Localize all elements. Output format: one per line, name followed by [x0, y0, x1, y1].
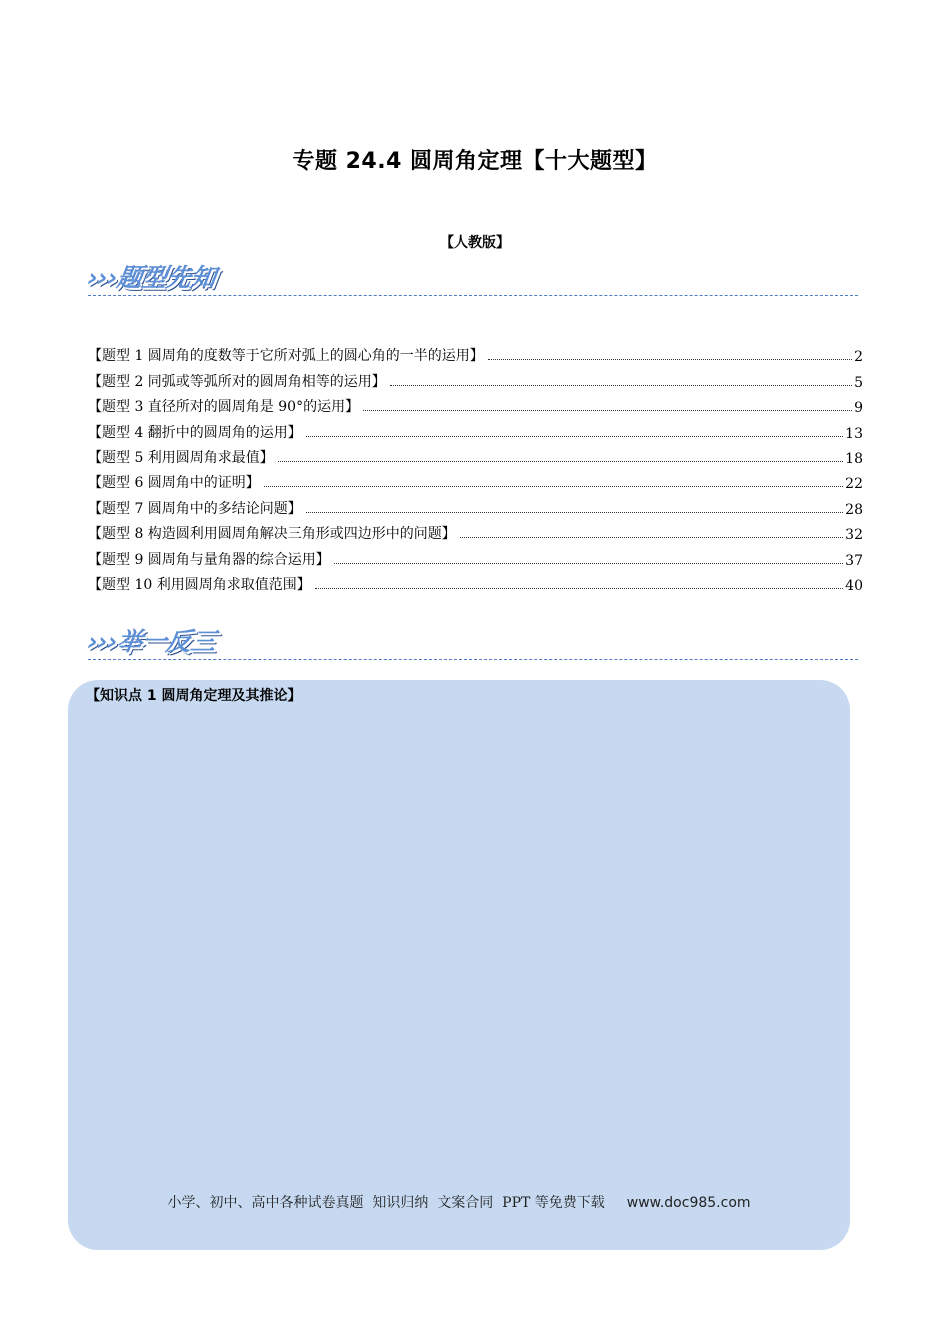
document-title: 专题 24.4 圆周角定理【十大题型】	[292, 149, 658, 174]
practice-banner	[85, 622, 858, 662]
knowledge-point-box	[68, 680, 850, 1250]
toc-item-label: 【题型 2 同弧或等弧所对的圆周角相等的运用】	[88, 373, 386, 390]
toc-item-label: 【题型 9 圆周角与量角器的综合运用】	[88, 551, 330, 568]
footer-text: 小学、初中、高中各种试卷真题 知识归纳 文案合同 PPT 等免费下载	[167, 1195, 605, 1211]
knowledge-point-heading: 【知识点 1 圆周角定理及其推论】	[86, 688, 302, 704]
toc-item[interactable]	[88, 492, 863, 517]
question-types-banner-text: ›››题型先知	[85, 263, 218, 292]
toc-leader-dots	[264, 486, 843, 487]
toc-item-page: 32	[845, 527, 863, 544]
question-types-banner	[85, 258, 858, 298]
toc-item-label: 【题型 6 圆周角中的证明】	[88, 475, 260, 492]
toc-item-page: 2	[854, 349, 863, 366]
footer-site-link[interactable]: www.doc985.com	[626, 1195, 751, 1211]
banner-divider	[88, 659, 858, 660]
toc-item-page: 13	[845, 425, 863, 442]
toc-leader-dots	[334, 563, 843, 564]
edition-label: 【人教版】	[440, 235, 510, 251]
toc-leader-dots	[278, 461, 843, 462]
toc-item-label: 【题型 7 圆周角中的多结论问题】	[88, 500, 302, 517]
toc-item[interactable]	[88, 391, 863, 416]
toc-item-page: 40	[845, 577, 863, 594]
toc-item[interactable]	[88, 442, 863, 467]
banner-divider	[88, 295, 858, 296]
toc-item[interactable]	[88, 518, 863, 543]
toc-item-label: 【题型 1 圆周角的度数等于它所对弧上的圆心角的一半的运用】	[88, 348, 484, 365]
toc-item-page: 5	[854, 374, 863, 391]
toc-item-label: 【题型 8 构造圆利用圆周角解决三角形或四边形中的问题】	[88, 526, 456, 543]
toc-item-page: 22	[845, 476, 863, 493]
toc-item-label: 【题型 10 利用圆周角求取值范围】	[88, 576, 311, 593]
toc-leader-dots	[315, 588, 843, 589]
toc-item-page: 37	[845, 552, 863, 569]
toc-leader-dots	[488, 359, 852, 360]
toc-item-page: 18	[845, 450, 863, 467]
toc-item-page: 9	[854, 400, 863, 417]
toc-item[interactable]	[88, 340, 863, 365]
toc-leader-dots	[390, 385, 852, 386]
toc-leader-dots	[306, 512, 843, 513]
toc-item-label: 【题型 5 利用圆周角求最值】	[88, 449, 274, 466]
toc-item[interactable]	[88, 416, 863, 441]
toc-item-page: 28	[845, 501, 863, 518]
toc-leader-dots	[363, 410, 852, 411]
toc-item[interactable]	[88, 569, 863, 594]
practice-banner-text: ›››举一反三	[85, 627, 218, 656]
table-of-contents	[88, 340, 863, 594]
toc-item-label: 【题型 4 翻折中的圆周角的运用】	[88, 424, 302, 441]
toc-leader-dots	[306, 436, 843, 437]
toc-item[interactable]	[88, 365, 863, 390]
footer-note	[68, 1192, 850, 1212]
toc-item[interactable]	[88, 467, 863, 492]
toc-leader-dots	[460, 537, 843, 538]
toc-item-label: 【题型 3 直径所对的圆周角是 90°的运用】	[88, 399, 360, 416]
toc-item[interactable]	[88, 543, 863, 568]
